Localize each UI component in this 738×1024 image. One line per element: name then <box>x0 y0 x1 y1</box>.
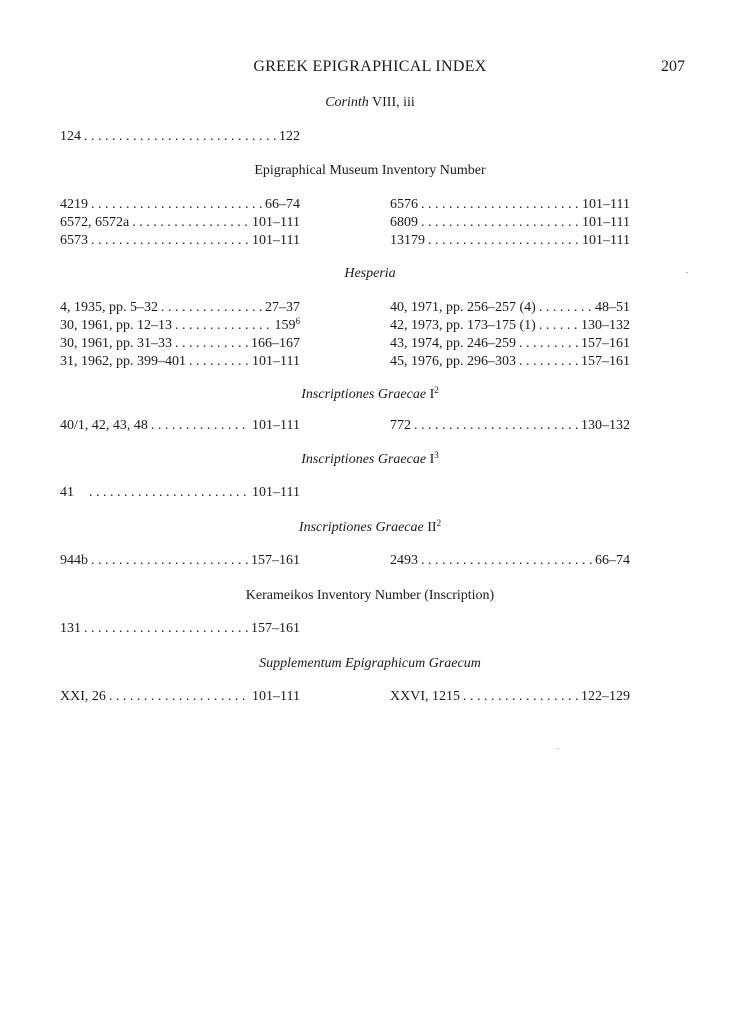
section-heading-ig-i3-sup: 3 <box>434 450 439 460</box>
dot-leader <box>161 300 263 316</box>
dot-leader <box>132 215 250 231</box>
index-entry <box>390 318 630 336</box>
dot-leader <box>539 318 579 334</box>
entry-pages-value: 159 <box>274 318 296 333</box>
index-entry <box>60 553 300 571</box>
entry-pages: 101–111 <box>252 215 300 230</box>
index-entry <box>60 418 300 436</box>
entry-pages: 122–129 <box>581 689 630 704</box>
section-heading-ig-i3 <box>60 452 680 468</box>
entry-pages: 101–111 <box>582 197 630 212</box>
entry-pages: 157–161 <box>251 553 300 568</box>
dot-leader <box>84 621 249 637</box>
dot-leader <box>175 318 273 334</box>
entry-reference: 42, 1973, pp. 173–175 (1) <box>390 318 536 333</box>
section-heading-ig-ii2 <box>60 520 680 536</box>
section-heading-epigraphical-museum: Epigraphical Museum Inventory Number <box>254 163 486 178</box>
entry-reference: 6572, 6572a <box>60 215 130 230</box>
index-entry <box>390 418 630 436</box>
entry-reference: 30, 1961, pp. 31–33 <box>60 336 172 351</box>
entry-pages: 122 <box>279 129 300 144</box>
index-entry <box>390 553 630 571</box>
dot-leader <box>91 233 250 249</box>
entry-reference: 30, 1961, pp. 12–13 <box>60 318 172 333</box>
section-heading-seg-title: Supplementum Epigraphicum Graecum <box>259 656 481 671</box>
section-heading-kerameikos: Kerameikos Inventory Number (Inscription) <box>245 588 495 603</box>
dot-leader <box>463 689 579 705</box>
entry-reference: XXI, 26 <box>60 689 106 704</box>
section-heading-ig-i2-title: Inscriptiones Graecae <box>301 387 427 402</box>
section-heading-ig-i3-title: Inscriptiones Graecae <box>301 452 427 467</box>
entry-reference: XXVI, 1215 <box>390 689 460 704</box>
index-entry <box>60 129 300 147</box>
entry-pages: 130–132 <box>581 318 630 333</box>
entry-reference: 131 <box>60 621 81 636</box>
index-entry <box>60 336 300 354</box>
entry-reference: 40/1, 42, 43, 48 <box>60 418 148 433</box>
dot-leader <box>421 215 580 231</box>
entry-pages: 157–161 <box>581 354 630 369</box>
scan-speck <box>557 748 559 749</box>
entry-pages: 101–111 <box>252 418 300 433</box>
index-entry <box>60 485 300 503</box>
entry-reference: 13179 <box>390 233 425 248</box>
footnote-superscript: 6 <box>295 316 300 326</box>
entry-reference: 4, 1935, pp. 5–32 <box>60 300 158 315</box>
dot-leader <box>109 689 250 705</box>
dot-leader <box>414 418 579 434</box>
entry-pages: 101–111 <box>252 689 300 704</box>
entry-pages: 157–161 <box>251 621 300 636</box>
entry-reference: 4219 <box>60 197 88 212</box>
entry-reference: 6573 <box>60 233 88 248</box>
entry-reference: 944b <box>60 553 88 568</box>
page-header <box>60 58 685 80</box>
dot-leader <box>421 553 593 569</box>
index-entry <box>390 689 630 707</box>
dot-leader <box>84 129 277 145</box>
entry-reference: 124 <box>60 129 81 144</box>
section-heading-hesperia-title: Hesperia <box>344 266 396 281</box>
entry-pages: 101–111 <box>252 354 300 369</box>
entry-reference: 6576 <box>390 197 418 212</box>
entry-pages: 66–74 <box>265 197 300 212</box>
index-entry <box>390 215 630 233</box>
index-entry <box>60 689 300 707</box>
index-entry <box>60 197 300 215</box>
section-heading-ig-ii2-title: Inscriptiones Graecae <box>298 520 424 535</box>
entry-reference: 45, 1976, pp. 296–303 <box>390 354 516 369</box>
index-entry <box>60 215 300 233</box>
index-entry <box>60 621 300 639</box>
section-heading-ig-i2-sup: 2 <box>434 385 439 395</box>
entry-pages: 101–111 <box>252 233 300 248</box>
section-heading-hesperia <box>60 266 680 282</box>
section-heading-seg <box>60 656 680 672</box>
running-title: GREEK EPIGRAPHICAL INDEX <box>253 58 487 75</box>
index-entry <box>390 233 630 251</box>
index-entry <box>390 197 630 215</box>
entry-pages <box>275 318 301 334</box>
entry-reference: 41 <box>60 485 74 500</box>
entry-pages: 48–51 <box>595 300 630 315</box>
section-heading-ig-i3-suffix: I <box>426 452 435 467</box>
index-entry <box>60 318 300 336</box>
dot-leader <box>189 354 250 370</box>
dot-leader <box>539 300 593 316</box>
section-heading-ig-i2-suffix: I <box>426 387 435 402</box>
dot-leader <box>91 197 263 213</box>
section-heading-corinth-rest: VIII, iii <box>368 95 415 110</box>
entry-pages: 101–111 <box>582 215 630 230</box>
dot-leader <box>89 485 250 501</box>
section-heading-corinth-italic: Corinth <box>325 95 369 110</box>
entry-reference: 772 <box>390 418 411 433</box>
entry-reference: 31, 1962, pp. 399–401 <box>60 354 186 369</box>
entry-pages: 157–161 <box>581 336 630 351</box>
entry-pages: 166–167 <box>251 336 300 351</box>
scan-speck <box>686 272 688 273</box>
section-heading-corinth <box>60 95 680 111</box>
dot-leader <box>175 336 249 352</box>
entry-pages: 27–37 <box>265 300 300 315</box>
index-entry <box>390 336 630 354</box>
section-heading-ig-i2 <box>60 387 680 403</box>
index-entry <box>390 354 630 372</box>
entry-pages: 66–74 <box>595 553 630 568</box>
index-entry <box>60 354 300 372</box>
entry-pages: 130–132 <box>581 418 630 433</box>
index-entry <box>390 300 630 318</box>
entry-pages: 101–111 <box>582 233 630 248</box>
page-number: 207 <box>661 58 685 75</box>
section-heading-ig-ii2-suffix: II <box>423 520 437 535</box>
entry-pages: 101–111 <box>252 485 300 500</box>
dot-leader <box>151 418 250 434</box>
entry-reference: 2493 <box>390 553 418 568</box>
index-entry <box>60 300 300 318</box>
entry-reference: 43, 1974, pp. 246–259 <box>390 336 516 351</box>
index-entry <box>60 233 300 251</box>
dot-leader <box>421 197 580 213</box>
dot-leader <box>91 553 249 569</box>
dot-leader <box>519 336 579 352</box>
section-heading-ig-ii2-sup: 2 <box>436 518 442 528</box>
entry-reference: 40, 1971, pp. 256–257 (4) <box>390 300 536 315</box>
entry-reference: 6809 <box>390 215 418 230</box>
dot-leader <box>519 354 579 370</box>
dot-leader <box>428 233 580 249</box>
